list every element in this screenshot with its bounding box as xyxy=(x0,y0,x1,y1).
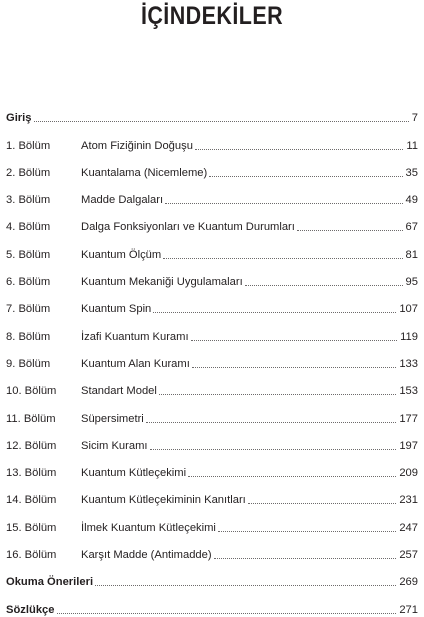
toc-entry[interactable] xyxy=(6,289,418,316)
toc-entry[interactable] xyxy=(6,426,418,453)
table-of-contents xyxy=(6,98,418,617)
dot-leader xyxy=(248,503,397,504)
page-number: 35 xyxy=(405,166,418,179)
dot-leader xyxy=(192,367,397,368)
page-number: 133 xyxy=(399,357,418,370)
dot-leader xyxy=(159,394,396,395)
toc-entry[interactable] xyxy=(6,535,418,562)
chapter-title: Süpersimetri xyxy=(81,412,144,425)
chapter-number: 14. Bölüm xyxy=(6,494,57,507)
toc-entry[interactable] xyxy=(6,98,418,125)
toc-entry[interactable] xyxy=(6,589,418,616)
chapter-title: Madde Dalgaları xyxy=(81,194,164,207)
chapter-number: 15. Bölüm xyxy=(6,521,57,534)
dot-leader xyxy=(57,613,397,614)
chapter-title: Kuantum Kütleçekiminin Kanıtları xyxy=(81,494,246,507)
dot-leader xyxy=(150,449,397,450)
toc-entry[interactable] xyxy=(6,371,418,398)
chapter-number: 16. Bölüm xyxy=(6,549,57,562)
chapter-number: 13. Bölüm xyxy=(6,467,57,480)
dot-leader xyxy=(146,422,397,423)
toc-entry[interactable] xyxy=(6,207,418,234)
chapter-number: 1. Bölüm xyxy=(6,139,51,152)
dot-leader xyxy=(163,258,402,259)
chapter-number: 12. Bölüm xyxy=(6,439,57,452)
dot-leader xyxy=(218,531,396,532)
dot-leader xyxy=(34,121,409,122)
chapter-title: Kuantum Kütleçekimi xyxy=(81,467,187,480)
page-number: 231 xyxy=(399,494,418,507)
chapter-title: Kuantum Alan Kuramı xyxy=(81,357,190,370)
dot-leader xyxy=(245,285,403,286)
page-number: 197 xyxy=(399,439,418,452)
chapter-title: Kuantum Ölçüm xyxy=(81,248,162,261)
dot-leader xyxy=(165,203,402,204)
chapter-number: 11. Bölüm xyxy=(6,412,56,425)
chapter-title: Sicim Kuramı xyxy=(81,439,148,452)
page-number: 269 xyxy=(399,576,418,589)
chapter-title: Atom Fiziğinin Doğuşu xyxy=(81,139,193,152)
chapter-title: Kuantum Mekaniği Uygulamaları xyxy=(81,276,243,289)
chapter-number: 3. Bölüm xyxy=(6,194,51,207)
page-number: 11 xyxy=(406,139,418,152)
toc-entry[interactable] xyxy=(6,344,418,371)
page-number: 7 xyxy=(411,112,418,125)
dot-leader xyxy=(297,230,403,231)
page-number: 257 xyxy=(399,549,418,562)
chapter-title: Kuantum Spin xyxy=(81,303,152,316)
toc-entry[interactable] xyxy=(6,153,418,180)
page-number: 271 xyxy=(399,603,418,616)
chapter-title: Sözlükçe xyxy=(6,603,55,616)
page-number: 153 xyxy=(399,385,418,398)
chapter-number: 7. Bölüm xyxy=(6,303,51,316)
page-number: 107 xyxy=(399,303,418,316)
toc-entry[interactable] xyxy=(6,398,418,425)
page-number: 247 xyxy=(399,521,418,534)
page-number: 209 xyxy=(399,467,418,480)
toc-entry[interactable] xyxy=(6,480,418,507)
page-number: 67 xyxy=(405,221,418,234)
toc-entry[interactable] xyxy=(6,453,418,480)
dot-leader xyxy=(209,176,402,177)
chapter-title: Kuantalama (Nicemleme) xyxy=(81,166,208,179)
toc-entry[interactable] xyxy=(6,507,418,534)
toc-entry[interactable] xyxy=(6,234,418,261)
dot-leader xyxy=(195,149,403,150)
chapter-title: Giriş xyxy=(6,112,32,125)
dot-leader xyxy=(95,585,396,586)
page-number: 119 xyxy=(400,330,418,343)
dot-leader xyxy=(188,476,396,477)
dot-leader xyxy=(191,340,398,341)
chapter-number: 2. Bölüm xyxy=(6,166,51,179)
chapter-title: Karşıt Madde (Antimadde) xyxy=(81,549,212,562)
page-number: 95 xyxy=(405,276,418,289)
chapter-title: İzafi Kuantum Kuramı xyxy=(81,330,189,343)
chapter-number: 10. Bölüm xyxy=(6,385,57,398)
dot-leader xyxy=(153,312,396,313)
chapter-title: Okuma Önerileri xyxy=(6,576,94,589)
page-number: 177 xyxy=(399,412,418,425)
page-number: 49 xyxy=(405,194,418,207)
chapter-title: Dalga Fonksiyonları ve Kuantum Durumları xyxy=(81,221,295,234)
chapter-number: 6. Bölüm xyxy=(6,276,51,289)
chapter-number: 4. Bölüm xyxy=(6,221,51,234)
dot-leader xyxy=(214,558,397,559)
toc-entry[interactable] xyxy=(6,180,418,207)
chapter-number: 9. Bölüm xyxy=(6,357,51,370)
chapter-title: İlmek Kuantum Kütleçekimi xyxy=(81,521,216,534)
page-number: 81 xyxy=(405,248,418,261)
page-title: İÇİNDEKİLER xyxy=(140,2,284,30)
toc-entry[interactable] xyxy=(6,562,418,589)
chapter-number: 8. Bölüm xyxy=(6,330,51,343)
chapter-number: 5. Bölüm xyxy=(6,248,51,261)
toc-entry[interactable] xyxy=(6,316,418,343)
toc-entry[interactable] xyxy=(6,262,418,289)
toc-entry[interactable] xyxy=(6,125,418,152)
chapter-title: Standart Model xyxy=(81,385,157,398)
